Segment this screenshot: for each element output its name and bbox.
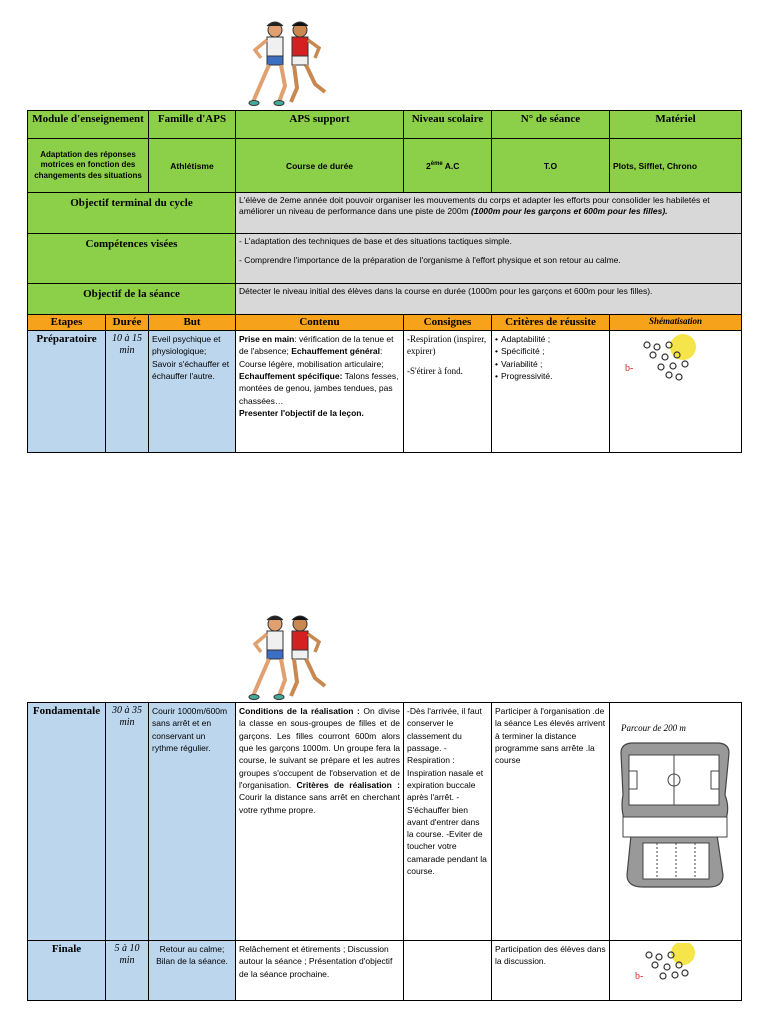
- table-row-fondamentale: [28, 703, 742, 941]
- col-contenu: Contenu: [236, 315, 404, 331]
- contenu-preparatoire: Prise en main: vérification de la tenue et de l'absence; Echauffement général: Course légère, mobilisation articulaire; Echauffement spécifique: Talons fesses, montées de genou, jambes tendues, pas chassées… Presenter l'objectif de la leçon.: [236, 331, 404, 453]
- lesson-steps-table: [27, 702, 742, 1001]
- etape-preparatoire: Préparatoire: [28, 331, 106, 453]
- header-aps: APS support: [236, 111, 404, 139]
- lesson-header-table: [27, 110, 742, 453]
- but-preparatoire: Eveil psychique et physiologique; Savoir s'échauffer et échauffer l'autre.: [149, 331, 236, 453]
- duree-preparatoire: 10 à 15 min: [106, 331, 149, 453]
- duree-finale: 5 à 10 min: [106, 941, 149, 1001]
- schema-fondamentale: [610, 703, 742, 941]
- table-row-finale: [28, 941, 742, 1001]
- col-criteres: Critères de réussite: [492, 315, 610, 331]
- contenu-finale: Relâchement et étirements ; Discussion autour la séance ; Présentation d'objectif de la séance prochaine.: [236, 941, 404, 1001]
- cone-group-icon: [613, 333, 733, 393]
- svg-text:b-: b-: [625, 363, 634, 374]
- schema-finale: [610, 941, 742, 1001]
- contenu-fondamentale: Conditions de la réalisation : On divise la classe en sous-groupes de filles et de garçons. Les filles courront 600m alors que les garçons 1000m. Un groupe fera la course, le suivant se prépare et les autres groupes s'occupent de l'observation et de l'organisation. Critères de réalisation : Courir la distance sans arrêt en cherchant votre rythme propre.: [236, 703, 404, 941]
- etape-fondamentale: Fondamentale: [28, 703, 106, 941]
- objectif-seance-label: Objectif de la séance: [28, 284, 236, 315]
- consignes-preparatoire: -Respiration (inspirer, expirer) -S'étirer à fond.: [404, 331, 492, 453]
- criteres-preparatoire: • Adaptabilité ; • Spécificité ; • Variabilité ; • Progressivité.: [492, 331, 610, 453]
- value-famille: Athlétisme: [149, 139, 236, 193]
- consignes-fondamentale: -Dès l'arrivée, il faut conserver le classement du passage. -Respiration : Inspiration nasale et expiration buccale après l'arrêt. -S'échauffer bien avant d'entrer dans la course. -Eviter de toucher votre camarade pendant la course.: [404, 703, 492, 941]
- value-module: Adaptation des réponses motrices en fonction des changements des situations: [28, 139, 149, 193]
- competences-text: [236, 234, 742, 284]
- objectif-terminal-text: L'élève de 2eme année doit pouvoir organiser les mouvements du corps et adapter les efforts pour consolider les habiletés et améliorer un niveau de performance dans une piste de 200m (1000m pour les garçons et 600m pour les filles).: [236, 193, 742, 234]
- header-niveau: Niveau scolaire: [404, 111, 492, 139]
- header-famille: Famille d'APS: [149, 111, 236, 139]
- objectif-seance-text: Détecter le niveau initial des élèves dans la course en durée (1000m pour les garçons et 600m pour les filles).: [236, 284, 742, 315]
- track-diagram: [613, 735, 737, 895]
- value-materiel: Plots, Sifflet, Chrono: [610, 139, 742, 193]
- but-fondamentale: Courir 1000m/600m sans arrêt et en conservant un rythme régulier.: [149, 703, 236, 941]
- value-niveau: 2ème A.C: [404, 139, 492, 193]
- svg-text:b-: b-: [635, 971, 644, 982]
- value-aps: Course de durée: [236, 139, 404, 193]
- header-module: Module d'enseignement: [28, 111, 149, 139]
- col-schema: Shématisation: [610, 315, 742, 331]
- header-seance: N° de séance: [492, 111, 610, 139]
- col-consignes: Consignes: [404, 315, 492, 331]
- competences-label: Compétences visées: [28, 234, 236, 284]
- header-materiel: Matériel: [610, 111, 742, 139]
- objectif-terminal-label: Objectif terminal du cycle: [28, 193, 236, 234]
- criteres-finale: Participation des élèves dans la discussion.: [492, 941, 610, 1001]
- col-duree: Durée: [106, 315, 149, 331]
- duree-fondamentale: 30 à 35 min: [106, 703, 149, 941]
- competence-2: - Comprendre l'importance de la préparation de l'organisme à l'effort physique et son retour au calme.: [239, 255, 621, 266]
- runners-illustration: [245, 18, 335, 108]
- criteres-fondamentale: Participer à l'organisation .de la séance Les élevés arrivent à terminer la distance programme sans arrête .la course: [492, 703, 610, 941]
- consignes-finale: [404, 941, 492, 1001]
- col-but: But: [149, 315, 236, 331]
- table-row-preparatoire: [28, 331, 742, 453]
- cone-group-icon: [613, 943, 733, 993]
- etape-finale: Finale: [28, 941, 106, 1001]
- value-seance: T.O: [492, 139, 610, 193]
- runners-illustration: [245, 612, 335, 702]
- col-etapes: Etapes: [28, 315, 106, 331]
- schema-title: Parcour de 200 m: [621, 723, 686, 733]
- but-finale: Retour au calme; Bilan de la séance.: [149, 941, 236, 1001]
- schema-preparatoire: [610, 331, 742, 453]
- competence-1: - L'adaptation des techniques de base et des situations tactiques simple.: [239, 236, 512, 246]
